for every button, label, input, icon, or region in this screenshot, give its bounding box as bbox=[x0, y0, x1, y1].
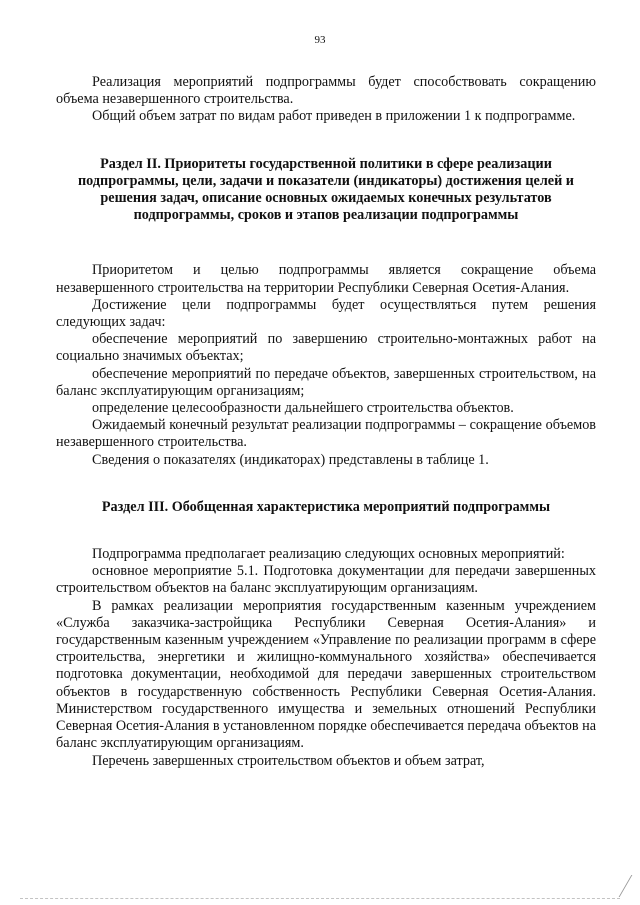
section-3-paragraph-1: Подпрограмма предполагает реализацию следующих основных мероприятий: bbox=[92, 546, 565, 563]
section-2-indicators: Сведения о показателях (индикаторах) представлены в таблице 1. bbox=[92, 451, 489, 468]
section-2-result: Ожидаемый конечный результат реализации подпрограммы – сокращение объемов незавершенного строительства. bbox=[56, 417, 596, 451]
page-number: 93 bbox=[314, 34, 326, 46]
section-3-title: Раздел III. Обобщенная характеристика мероприятий подпрограммы bbox=[101, 498, 551, 515]
section-3-measure: основное мероприятие 5.1. Подготовка документации для передачи завершенных строительством объектов на баланс эксплуатирующим организациям. bbox=[56, 563, 596, 597]
section-3-paragraph-3: В рамках реализации мероприятия государственным казенным учреждением «Служба заказчика-застройщика Республики Северная Осетия-Алания» и государственным казенным учреждением «Управление по реализации программ в сфере строительства, энергетики и жилищно-коммунального хозяйства» обеспечивается подготовка документации, необходимой для передачи завершенных строительством объектов в государственную собственность Республики Северная Осетия-Алания. Министерством государственного имущества и земельных отношений Республики Северная Осетия-Алания в установленном порядке обеспечивается передача объектов на баланс эксплуатирующим организациям. bbox=[56, 597, 596, 752]
scan-artifact-mark bbox=[601, 875, 633, 897]
section-2-title: Раздел II. Приоритеты государственной политики в сфере реализации подпрограммы, цели, задачи и показатели (индикаторы) достижения целей и решения задач, описание основных ожидаемых конечных результатов подпрограммы, сроков и этапов реализации подпрограммы bbox=[78, 155, 574, 224]
section-3-paragraph-4: Перечень завершенных строительством объектов и объем затрат, bbox=[92, 752, 485, 769]
section-2-paragraph-2: Достижение цели подпрограммы будет осуществляться путем решения следующих задач: bbox=[56, 296, 596, 331]
section-2-paragraph-1: Приоритетом и целью подпрограммы является сокращение объема незавершенного строительства на территории Республики Северная Осетия-Алания. bbox=[56, 262, 596, 296]
scan-artifact-line bbox=[20, 898, 620, 899]
document-body bbox=[56, 74, 596, 770]
section-2-task-2: обеспечение мероприятий по передаче объектов, завершенных строительством, на баланс эксплуатирующим организациям; bbox=[56, 365, 596, 399]
intro-paragraph-2: Общий объем затрат по видам работ приведен в приложении 1 к подпрограмме. bbox=[92, 108, 576, 125]
section-2-task-1: обеспечение мероприятий по завершению строительно-монтажных работ на социально значимых объектах; bbox=[56, 331, 596, 365]
intro-paragraph-1: Реализация мероприятий подпрограммы будет способствовать сокращению объема незавершенного строительства. bbox=[56, 74, 596, 108]
section-2-task-3: определение целесообразности дальнейшего строительства объектов. bbox=[92, 400, 514, 417]
